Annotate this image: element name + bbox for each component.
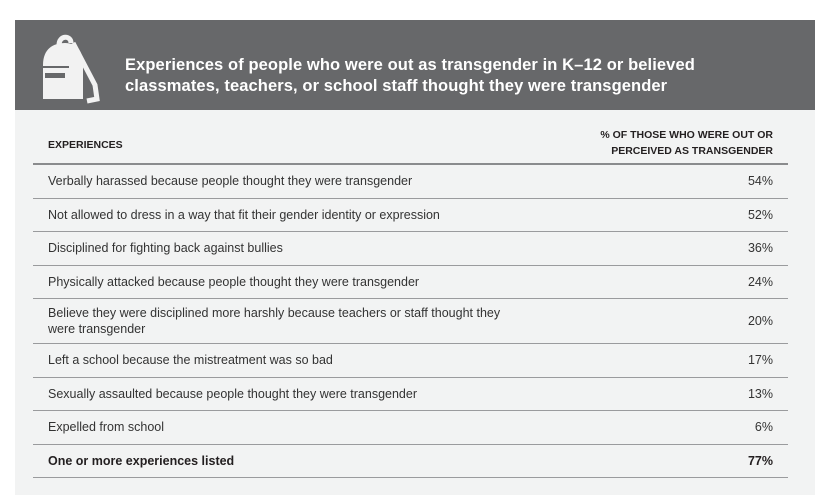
row-value: 20% <box>747 314 773 328</box>
table-row <box>33 165 788 199</box>
row-value: 6% <box>754 420 773 435</box>
backpack-icon <box>37 29 109 105</box>
table-row <box>33 411 788 445</box>
row-label: Sexually assaulted because people thought they were transgender <box>48 386 418 401</box>
column-header-line-2: PERCEIVED AS TRANSGENDER <box>611 145 773 157</box>
column-header-experiences: EXPERIENCES <box>48 139 123 151</box>
row-value: 17% <box>747 353 773 368</box>
row-value: 24% <box>747 274 773 289</box>
table-row <box>33 266 788 300</box>
row-value: 36% <box>747 241 773 256</box>
table-panel <box>15 20 815 495</box>
table-row <box>33 378 788 412</box>
panel-title <box>125 55 695 97</box>
row-label: Expelled from school <box>48 420 165 435</box>
row-label: Believe they were disciplined more harshly because teachers or staff thought they were transgender <box>48 306 501 336</box>
row-value: 54% <box>747 174 773 189</box>
table-row-total <box>33 445 788 479</box>
table-row <box>33 199 788 233</box>
column-header-line-1: % OF THOSE WHO WERE OUT OR <box>600 129 773 141</box>
panel-header <box>15 20 815 110</box>
title-line-1: Experiences of people who were out as transgender in K–12 or believed <box>125 56 695 74</box>
row-value: 77% <box>747 453 773 468</box>
title-line-2: classmates, teachers, or school staff thought they were transgender <box>125 77 668 95</box>
table-header <box>33 124 788 165</box>
table-row <box>33 232 788 266</box>
row-value: 13% <box>747 386 773 401</box>
row-label: One or more experiences listed <box>48 453 235 468</box>
row-label: Left a school because the mistreatment was so bad <box>48 353 333 368</box>
row-label: Not allowed to dress in a way that fit their gender identity or expression <box>48 207 440 222</box>
row-label: Verbally harassed because people thought they were transgender <box>48 174 413 189</box>
row-label: Physically attacked because people thought they were transgender <box>48 274 420 289</box>
row-label: Disciplined for fighting back against bullies <box>48 241 283 256</box>
table-row <box>33 299 788 344</box>
experiences-table <box>33 124 788 478</box>
row-value: 52% <box>747 207 773 222</box>
column-header-percent <box>600 127 773 163</box>
table-row <box>33 344 788 378</box>
